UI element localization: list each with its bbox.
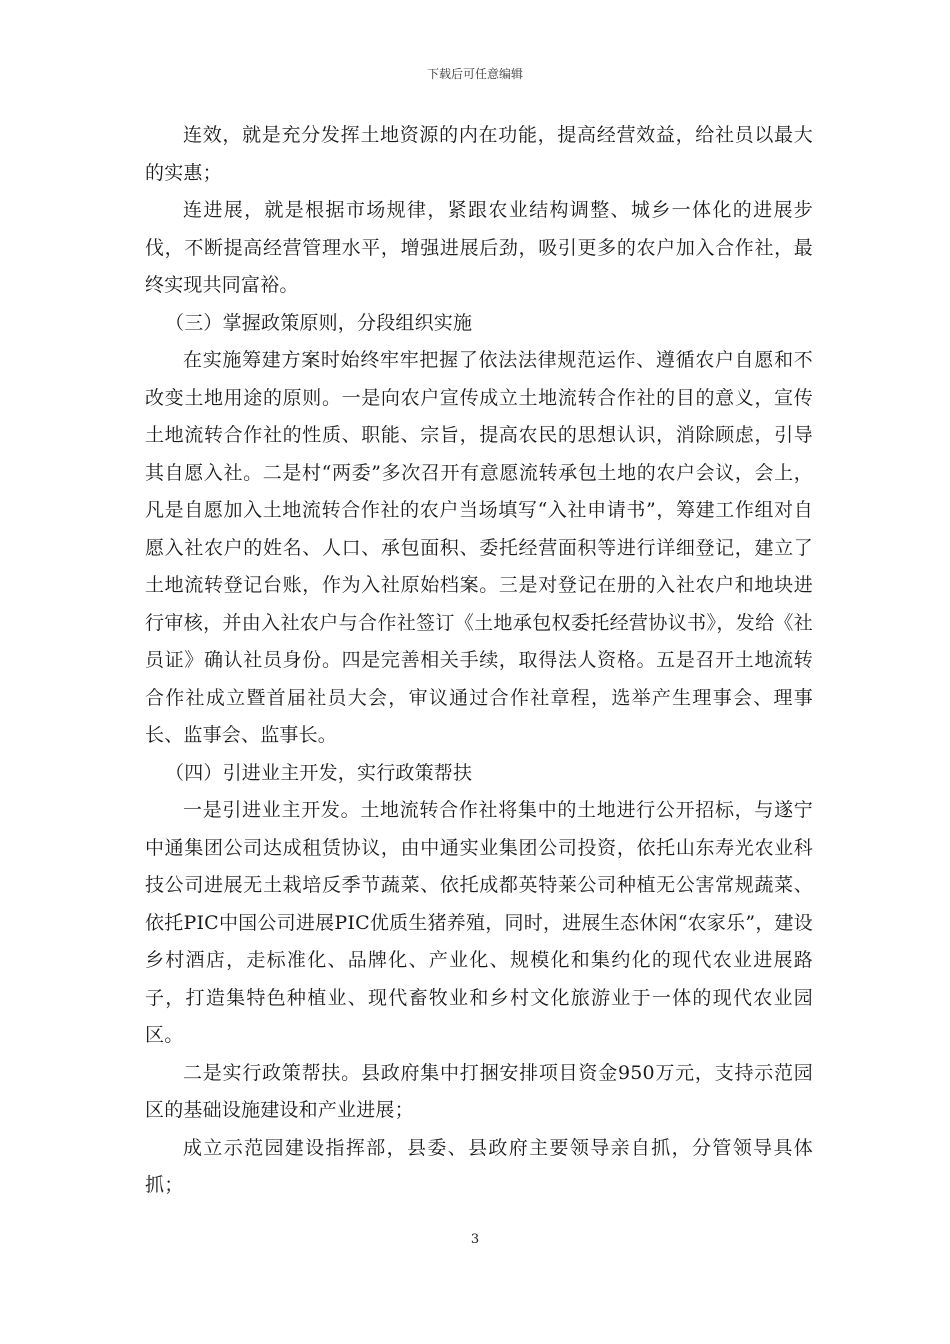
section-heading-4: （四）引进业主开发，实行政策帮扶 xyxy=(165,761,473,784)
paragraph-command-center: 成立示范园建设指挥部，县委、县政府主要领导亲自抓，分管领导具体抓； xyxy=(145,1136,813,1196)
paragraph-implementation: 在实施筹建方案时始终牢牢把握了依法法律规范运作、遵循农户自愿和不改变土地用途的原则。一是向农户宣传成立土地流转合作社的目的意义，宣传土地流转合作社的性质、职能、宗旨，提高农民的思想认识，消除顾虑，引导其自愿入社。二是村“两委”多次召开有意愿流转承包土地的农户会议，会上，凡是自愿加入土地流转合作社的农户当场填写“入社申请书”，筹建工作组对自愿入社农户的姓名、人口、承包面积、委托经营面积等进行详细登记，建立了土地流转登记台账，作为入社原始档案。三是对登记在册的入社农户和地块进行审核，并由入社农户与合作社签订《土地承包权委托经营协议书》，发给《社员证》确认社员身份。四是完善相关手续，取得法人资格。五是召开土地流转合作社成立暨首届社员大会，审议通过合作社章程，选举产生理事会、理事长、监事会、监事长。 xyxy=(145,349,813,746)
section-heading-3: （三）掌握政策原则，分段组织实施 xyxy=(165,311,473,334)
paragraph-lian-jin-zhan: 连进展，就是根据市场规律，紧跟农业结构调整、城乡一体化的进展步伐，不断提高经营管理水平，增强进展后劲，吸引更多的农户加入合作社，最终实现共同富裕。 xyxy=(145,199,813,296)
page-header: 下载后可任意编辑 xyxy=(426,67,523,81)
paragraph-lian-xiao: 连效，就是充分发挥土地资源的内在功能，提高经营效益，给社员以最大的实惠； xyxy=(145,124,813,184)
page-number: 3 xyxy=(470,1232,480,1247)
body-text xyxy=(145,117,813,1205)
paragraph-policy-support: 二是实行政策帮扶。县政府集中打捆安排项目资金950万元，支持示范园区的基础设施建设和产业进展； xyxy=(145,1061,813,1121)
paragraph-investor-development: 一是引进业主开发。土地流转合作社将集中的土地进行公开招标，与遂宁中通集团公司达成租赁协议，由中通实业集团公司投资，依托山东寿光农业科技公司进展无土栽培反季节蔬菜、依托成都英特莱公司种植无公害常规蔬菜、依托PIC中国公司进展PIC优质生猪养殖，同时，进展生态休闲“农家乐”，建设乡村酒店，走标准化、品牌化、产业化、规模化和集约化的现代农业进展路子，打造集特色种植业、现代畜牧业和乡村文化旅游业于一体的现代农业园区。 xyxy=(145,799,813,1046)
